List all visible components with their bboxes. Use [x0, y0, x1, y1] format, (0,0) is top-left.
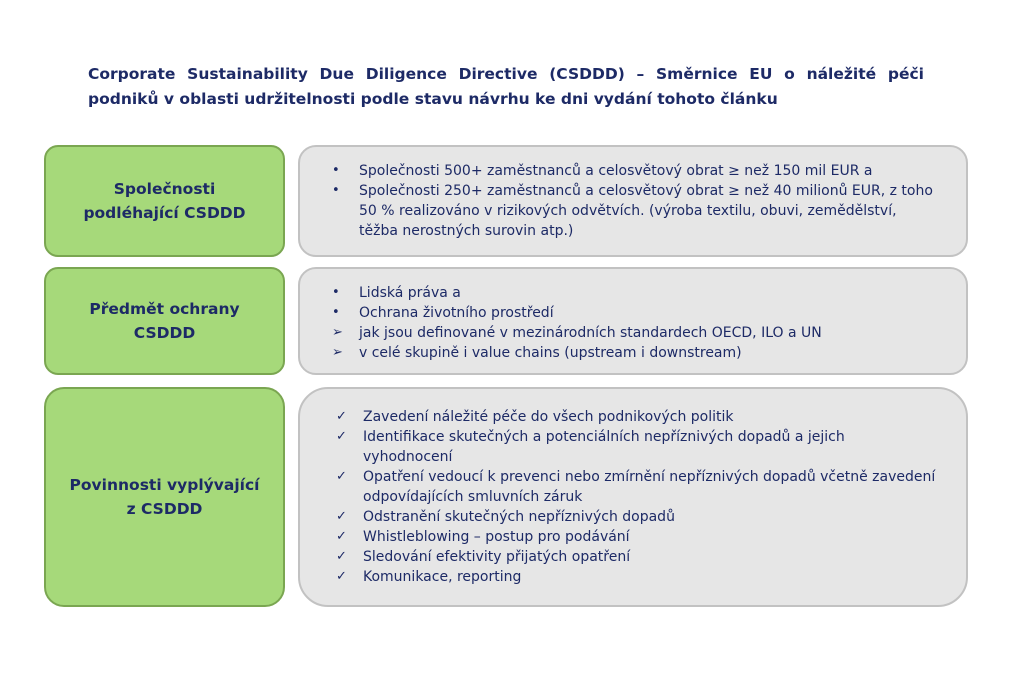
- list-item: [332, 343, 936, 363]
- check-icon: ✓: [336, 569, 347, 584]
- list-item: [336, 467, 936, 507]
- arrow-bullet-icon: ➢: [332, 345, 343, 360]
- item-text: Společnosti 250+ zaměstnanců a celosvětový obrat ≥ než 40 milionů EUR, z toho 50 % realizováno v rizikových odvětvích. (výroba textilu, obuvi, zemědělství, těžba nerostných surovin atp.): [359, 183, 933, 239]
- check-icon: ✓: [336, 409, 347, 424]
- bullet-icon: •: [332, 183, 340, 198]
- item-text: v celé skupině i value chains (upstream i downstream): [359, 345, 742, 361]
- row-protection: [44, 267, 968, 375]
- item-list: [332, 283, 936, 363]
- bullet-icon: •: [332, 163, 340, 178]
- item-text: Společnosti 500+ zaměstnanců a celosvětový obrat ≥ než 150 mil EUR a: [359, 163, 873, 179]
- row-content-protection: [298, 267, 968, 375]
- arrow-bullet-icon: ➢: [332, 325, 343, 340]
- row-label-obligations: Povinnosti vyplývající z CSDDD: [44, 387, 285, 607]
- check-icon: ✓: [336, 429, 347, 444]
- row-companies: [44, 145, 968, 257]
- row-obligations: [44, 387, 968, 607]
- item-text: Zavedení náležité péče do všech podnikových politik: [363, 409, 734, 425]
- list-item: [332, 283, 936, 303]
- item-text: Identifikace skutečných a potenciálních nepříznivých dopadů a jejich vyhodnocení: [363, 429, 845, 465]
- check-icon: ✓: [336, 469, 347, 484]
- check-icon: ✓: [336, 509, 347, 524]
- item-text: Komunikace, reporting: [363, 569, 522, 585]
- check-icon: ✓: [336, 549, 347, 564]
- item-text: Ochrana životního prostředí: [359, 305, 554, 321]
- list-item: [336, 567, 936, 587]
- bullet-icon: •: [332, 305, 340, 320]
- list-item: [336, 527, 936, 547]
- row-content-obligations: [298, 387, 968, 607]
- item-list: [332, 161, 936, 241]
- item-text: Opatření vedoucí k prevenci nebo zmírnění nepříznivých dopadů včetně zavedení odpovídajících smluvních záruk: [363, 469, 936, 505]
- item-text: jak jsou definované v mezinárodních standardech OECD, ILO a UN: [359, 325, 822, 341]
- list-item: [332, 161, 936, 181]
- list-item: [332, 303, 936, 323]
- item-text: Sledování efektivity přijatých opatření: [363, 549, 631, 565]
- item-text: Whistleblowing – postup pro podávání: [363, 529, 630, 545]
- list-item: [336, 547, 936, 567]
- list-item: [332, 181, 936, 241]
- item-text: Lidská práva a: [359, 285, 461, 301]
- item-list: [336, 407, 936, 587]
- row-label-companies: Společnosti podléhající CSDDD: [44, 145, 285, 257]
- row-content-companies: [298, 145, 968, 257]
- check-icon: ✓: [336, 529, 347, 544]
- list-item: [336, 407, 936, 427]
- page-title: Corporate Sustainability Due Diligence Directive (CSDDD) – Směrnice EU o náležité péči podniků v oblasti udržitelnosti podle stavu návrhu ke dni vydání tohoto článku: [88, 65, 924, 108]
- item-text: Odstranění skutečných nepříznivých dopadů: [363, 509, 675, 525]
- bullet-icon: •: [332, 285, 340, 300]
- list-item: [336, 507, 936, 527]
- row-label-protection: Předmět ochrany CSDDD: [44, 267, 285, 375]
- list-item: [336, 427, 936, 467]
- list-item: [332, 323, 936, 343]
